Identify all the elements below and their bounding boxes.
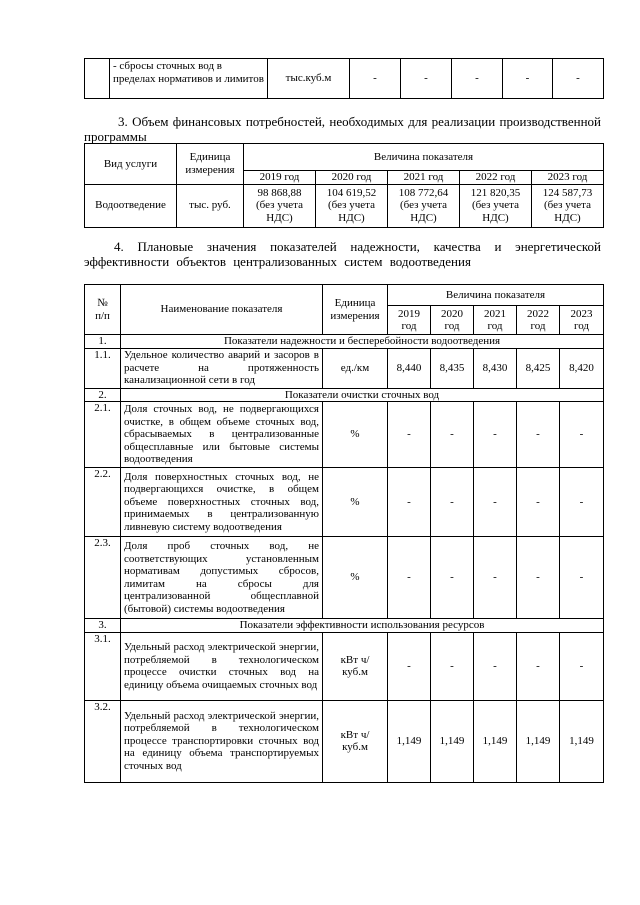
value-cell: 108 772,64 (без учета НДС) [388,184,460,227]
header-year: 2021 год [474,306,517,335]
header-name: Наименование показателя [121,285,323,335]
row-num: 3.2. [85,700,121,782]
row-num: 3.1. [85,632,121,700]
value-cell: 8,435 [431,348,474,388]
value-cell: 1,149 [431,700,474,782]
unit-cell: кВт ч/куб.м [323,632,388,700]
value-cell: 1,149 [517,700,560,782]
section-4-heading: 4. Плановые значения показателей надежности, качества и энергетической эффективности объектов централизованных систем водоотведения [84,239,601,269]
value-cell: 98 868,88 (без учета НДС) [244,184,316,227]
table-header-row [85,285,604,306]
section-row [85,388,604,402]
value-cell: - [388,468,431,537]
value-cell: 1,149 [560,700,604,782]
value-cell: - [517,632,560,700]
row-num: 1. [85,335,121,349]
table-row [85,184,604,227]
header-year: 2019 год [388,306,431,335]
header-unit: Единица измерения [323,285,388,335]
section-row [85,619,604,633]
value-cell: - [517,537,560,619]
indicator-name: Удельный расход электрической энергии, потребляемой в технологическом процессе транспортировки сточных вод на единицу объема транспортируемых сточных вод [121,700,323,782]
value-cell: - [388,537,431,619]
value-cell: 8,420 [560,348,604,388]
value-cell: - [553,59,604,99]
value-cell: - [560,468,604,537]
finance-table [84,143,604,228]
header-year: 2023 год [560,306,604,335]
table-header-row [85,144,604,171]
row-num: 2.1. [85,402,121,468]
value-cell: - [474,402,517,468]
value-cell: - [474,632,517,700]
value-cell: - [560,632,604,700]
unit-cell: % [323,468,388,537]
indicator-name: Удельное количество аварий и засоров в расчете на протяженность канализационной сети в год [121,348,323,388]
header-year: 2020 год [431,306,474,335]
section-title: Показатели эффективности использования ресурсов [121,619,604,633]
indicator-name: Доля поверхностных сточных вод, не подвергающихся очистке, в общем объеме поверхностных сточных вод, принимаемых в централизованную ливневую систему водоотведения [121,468,323,537]
value-cell: 124 587,73 (без учета НДС) [532,184,604,227]
value-cell: - [474,537,517,619]
header-year: 2021 год [388,171,460,185]
row-num: 2. [85,388,121,402]
indicator-name: Удельный расход электрической энергии, потребляемой в технологическом процессе очистки сточных вод на единицу объема очищаемых сточных вод [121,632,323,700]
unit-cell: ед./км [323,348,388,388]
value-cell: - [503,59,553,99]
header-year: 2022 год [460,171,532,185]
section-3-heading: 3. Объем финансовых потребностей, необходимых для реализации производственной программы [84,114,601,144]
unit-cell: кВт ч/куб.м [323,700,388,782]
section-title: Показатели надежности и бесперебойности водоотведения [121,335,604,349]
table-row [85,632,604,700]
value-cell: - [474,468,517,537]
header-service: Вид услуги [85,144,177,185]
value-cell: - [560,537,604,619]
header-value: Величина показателя [388,285,604,306]
value-cell: 8,425 [517,348,560,388]
row-num: 3. [85,619,121,633]
value-cell: - [388,402,431,468]
table-row [85,468,604,537]
value-cell: - [431,468,474,537]
header-year: 2020 год [316,171,388,185]
indicator-name: - сбросы сточных вод в пределах нормативов и лимитов [110,59,268,99]
top-table [84,58,604,99]
unit-cell: тыс.куб.м [268,59,350,99]
header-year: 2022 год [517,306,560,335]
value-cell: 1,149 [388,700,431,782]
value-cell: - [401,59,452,99]
service-cell: Водоотведение [85,184,177,227]
value-cell: - [431,402,474,468]
value-cell: 1,149 [474,700,517,782]
value-cell: - [452,59,503,99]
header-num: № п/п [85,285,121,335]
value-cell: - [350,59,401,99]
section-title: Показатели очистки сточных вод [121,388,604,402]
header-year: 2019 год [244,171,316,185]
indicator-name: Доля проб сточных вод, не соответствующих установленным нормативам допустимых сбросов, лимитам на сбросы для централизованной общесплавной (бытовой) системы водоотведения [121,537,323,619]
section-row [85,335,604,349]
value-cell: 121 820,35 (без учета НДС) [460,184,532,227]
table-row [85,402,604,468]
indicator-name: Доля сточных вод, не подвергающихся очистке, в общем объеме сточных вод, сбрасываемых в централизованные общесплавные или бытовые системы водоотведения [121,402,323,468]
row-num: 1.1. [85,348,121,388]
value-cell: - [431,632,474,700]
value-cell: - [517,468,560,537]
row-num: 2.2. [85,468,121,537]
table-row [85,59,604,99]
table-row [85,700,604,782]
indicators-table [84,284,604,783]
header-year: 2023 год [532,171,604,185]
value-cell: - [517,402,560,468]
value-cell: 8,430 [474,348,517,388]
header-unit: Единица измерения [177,144,244,185]
value-cell: 104 619,52 (без учета НДС) [316,184,388,227]
value-cell: - [560,402,604,468]
value-cell: - [431,537,474,619]
unit-cell: % [323,537,388,619]
table-row [85,348,604,388]
table-row [85,537,604,619]
header-value: Величина показателя [244,144,604,171]
unit-cell: % [323,402,388,468]
value-cell: 8,440 [388,348,431,388]
row-num: 2.3. [85,537,121,619]
unit-cell: тыс. руб. [177,184,244,227]
value-cell: - [388,632,431,700]
